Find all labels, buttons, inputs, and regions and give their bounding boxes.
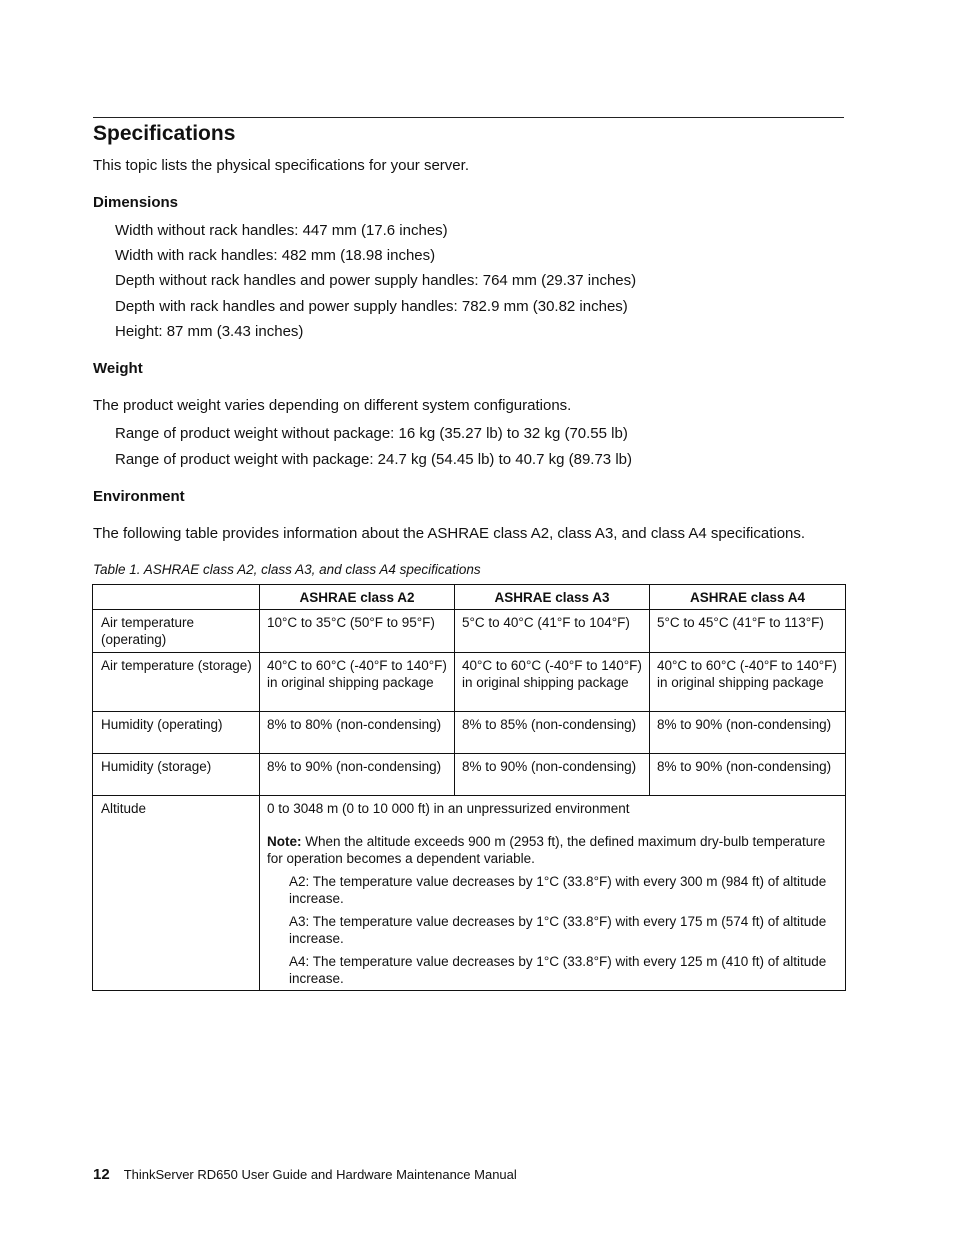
row-label: Air temperature (storage) xyxy=(93,653,260,712)
weight-item: Range of product weight without package: 16 kg (35.27 lb) to 32 kg (70.55 lb) xyxy=(115,425,628,442)
page-number: 12 xyxy=(93,1166,110,1183)
table-row xyxy=(93,754,846,796)
cell-a2: 8% to 80% (non-condensing) xyxy=(260,712,455,754)
weight-heading: Weight xyxy=(93,360,143,377)
table-row xyxy=(93,610,846,653)
dimension-item: Height: 87 mm (3.43 inches) xyxy=(115,323,304,340)
column-header-a4: ASHRAE class A4 xyxy=(650,585,846,610)
note-text: When the altitude exceeds 900 m (2953 ft), the defined maximum dry-bulb temperature for operation becomes a dependent variable. xyxy=(267,834,826,866)
column-header-a3: ASHRAE class A3 xyxy=(455,585,650,610)
altitude-sub-item: A4: The temperature value decreases by 1°C (33.8°F) with every 125 m (410 ft) of altitude increase. xyxy=(289,954,827,986)
cell-a3: 40°C to 60°C (-40°F to 140°F) in original shipping package xyxy=(455,653,650,712)
weight-item: Range of product weight with package: 24.7 kg (54.45 lb) to 40.7 kg (89.73 lb) xyxy=(115,451,632,468)
environment-heading: Environment xyxy=(93,488,185,505)
column-header-empty xyxy=(93,585,260,610)
altitude-range: 0 to 3048 m (0 to 10 000 ft) in an unpressurized environment xyxy=(267,801,630,816)
column-header-a2: ASHRAE class A2 xyxy=(260,585,455,610)
cell-a4: 5°C to 45°C (41°F to 113°F) xyxy=(650,610,846,653)
section-rule xyxy=(93,117,844,118)
cell-a2: 8% to 90% (non-condensing) xyxy=(260,754,455,796)
altitude-sub-item: A2: The temperature value decreases by 1°C (33.8°F) with every 300 m (984 ft) of altitude increase. xyxy=(289,874,827,906)
cell-a4: 40°C to 60°C (-40°F to 140°F) in original shipping package xyxy=(650,653,846,712)
dimension-item: Width without rack handles: 447 mm (17.6 inches) xyxy=(115,222,448,239)
weight-intro: The product weight varies depending on different system configurations. xyxy=(93,397,572,414)
altitude-sub-item: A3: The temperature value decreases by 1°C (33.8°F) with every 175 m (574 ft) of altitude increase. xyxy=(289,914,827,946)
altitude-note xyxy=(267,833,838,867)
dimension-item: Depth without rack handles and power supply handles: 764 mm (29.37 inches) xyxy=(115,272,637,289)
cell-a2: 10°C to 35°C (50°F to 95°F) xyxy=(260,610,455,653)
manual-title: ThinkServer RD650 User Guide and Hardware Maintenance Manual xyxy=(123,1167,517,1182)
table-row xyxy=(93,653,846,712)
dimensions-heading: Dimensions xyxy=(93,194,179,211)
row-label: Air temperature (operating) xyxy=(93,610,260,653)
intro-text: This topic lists the physical specifications for your server. xyxy=(93,157,469,174)
table-caption: Table 1. ASHRAE class A2, class A3, and class A4 specifications xyxy=(93,562,481,577)
dimension-item: Width with rack handles: 482 mm (18.98 inches) xyxy=(115,247,436,264)
spacer xyxy=(267,817,838,833)
cell-a4: 8% to 90% (non-condensing) xyxy=(650,712,846,754)
cell-a4: 8% to 90% (non-condensing) xyxy=(650,754,846,796)
ashrae-spec-table xyxy=(92,584,846,991)
page-title: Specifications xyxy=(93,122,236,145)
cell-a3: 8% to 85% (non-condensing) xyxy=(455,712,650,754)
table-row xyxy=(93,712,846,754)
dimension-item: Depth with rack handles and power supply handles: 782.9 mm (30.82 inches) xyxy=(115,298,628,315)
row-label: Humidity (storage) xyxy=(93,754,260,796)
note-label: Note: xyxy=(267,834,302,849)
row-label: Humidity (operating) xyxy=(93,712,260,754)
environment-intro: The following table provides information about the ASHRAE class A2, class A3, and class A4 specifications. xyxy=(93,525,806,542)
cell-a3: 5°C to 40°C (41°F to 104°F) xyxy=(455,610,650,653)
altitude-cell xyxy=(260,796,846,991)
table-row-altitude xyxy=(93,796,846,991)
page-footer xyxy=(93,1166,517,1184)
table-header-row xyxy=(93,585,846,610)
row-label: Altitude xyxy=(93,796,260,991)
cell-a2: 40°C to 60°C (-40°F to 140°F) in original shipping package xyxy=(260,653,455,712)
cell-a3: 8% to 90% (non-condensing) xyxy=(455,754,650,796)
